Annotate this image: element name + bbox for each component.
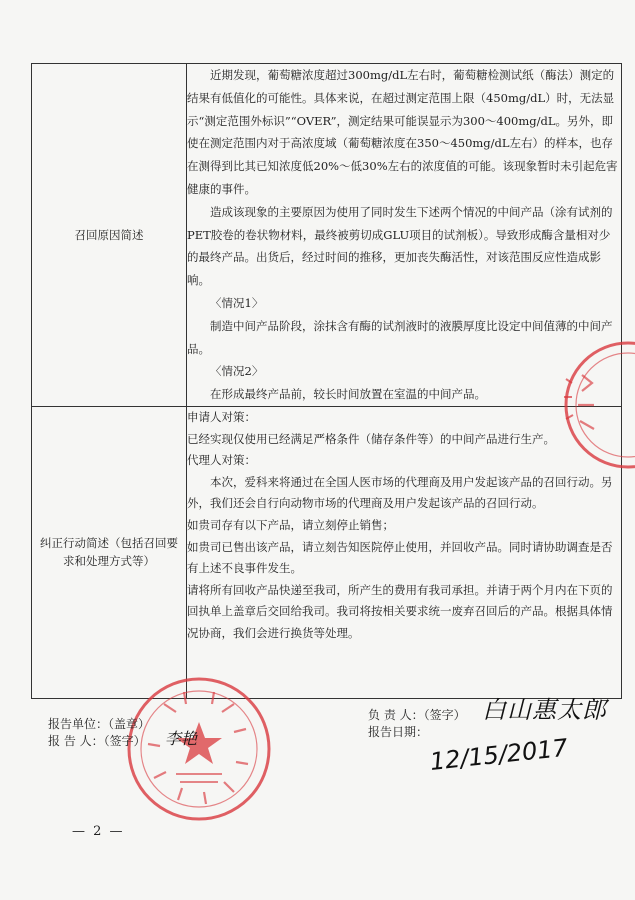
recall-summary-paragraph: 制造中间产品阶段，涂抹含有酶的试剂液时的液膜厚度比设定中间值薄的中间产品。 [187,318,613,356]
reporter-label: 报 告 人：（签字） [48,734,146,748]
responsible-signature: 白山惠太郎 [482,696,607,724]
recall-form-table [31,63,622,699]
report-date-label: 报告日期： [368,725,429,739]
responsible-label: 负 责 人：（签字） [368,708,466,722]
recall-summary-paragraph: 近期发现，葡萄糖浓度超过300mg/dL左右时，葡萄糖检测试纸（酶法）测定的结果有低值化的可能性。具体来说，在超过测定范围上限（450mg/dL）时，无法显示“测定范围外标识”“OVER”，测定结果可能误显示为300～400mg/dL。另外，即使在测定范围内对于高浓度域（葡萄糖浓度在350～450mg/dL左右）的样本，也存在测得到比其已知浓度低20%～低30%左右的浓度值的可能。该现象暂时未引起危害健康的事件。 [187,68,618,196]
recall-summary-label [32,64,187,407]
recall-summary-paragraph: 在形成最终产品前，较长时间放置在室温的中间产品。 [210,387,486,402]
corrective-action-label-line: 纠正行动简述（包括召回要 [40,536,178,551]
reporter-signature: 李艳 [165,729,198,748]
corrective-action-paragraph: 申请人对策： [187,409,256,424]
company-seal-right [548,335,635,475]
page-number: — 2 — [72,824,125,839]
company-seal-bottom [124,674,274,824]
corrective-action-paragraph: 如贵司存有以下产品，请立刻停止销售； [187,517,394,532]
corrective-action-label-line: 求和处理方式等） [63,554,155,569]
corrective-action-paragraph: 如贵司已售出该产品，请立刻告知医院停止使用，并回收产品。同时请协助调查是否有上述不良事件发生。 [187,539,613,576]
report-unit-label: 报告单位：（盖章） [48,717,151,731]
report-date-handwritten: 12/15/2017 [428,733,570,776]
corrective-action-paragraph: 请将所有回收产品快递至我司，所产生的费用有我司承担。并请于两个月内在下页的回执单上盖章后交回给我司。我司将按相关要求统一废弃召回后的产品。根据具体情况协商，我们会进行换货等处理。 [187,582,613,640]
recall-summary-label-text: 召回原因简述 [74,227,144,242]
corrective-action-paragraph: 代理人对策： [187,453,256,468]
corrective-action-paragraph: 已经实现仅使用已经满足严格条件（储存条件等）的中间产品进行生产。 [187,431,555,446]
recall-summary-paragraph: 造成该现象的主要原因为使用了同时发生下述两个情况的中间产品（涂有试剂的PET胶卷的卷状物材料，最终被剪切成GLU项目的试剂板）。导致形成酶含量相对少的最终产品。出货后，经过时间的推移，更加丧失酶活性，对该范围反应性造成影响。 [187,204,613,288]
corrective-action-paragraph: 本次，爱科来将通过在全国人医市场的代理商及用户发起该产品的召回行动。另外，我们还会自行向动物市场的代理商及用户发起该产品的召回行动。 [187,474,613,511]
recall-summary-paragraph: 〈情况2〉 [210,364,264,379]
recall-summary-paragraph: 〈情况1〉 [210,295,264,310]
corrective-action-label [32,406,187,698]
